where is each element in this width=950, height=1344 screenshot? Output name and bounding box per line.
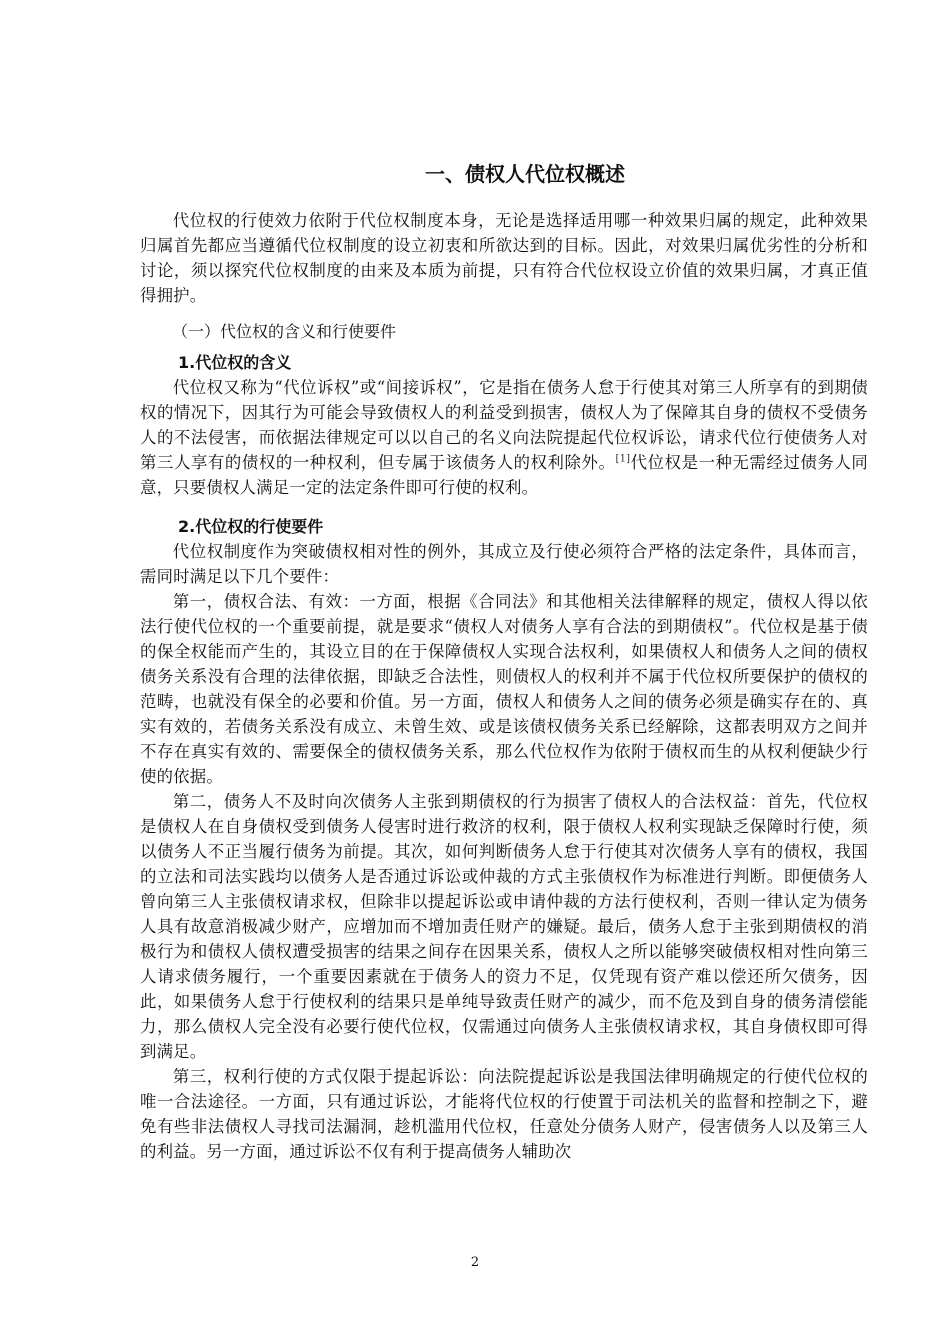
- subsection-1-text-part1: 代位权又称为“代位诉权”或“间接诉权”，它是指在债务人怠于行使其对第三人所享有的到期债权的情况下，因其行为可能会导致债权人的利益受到损害，债权人为了保障其自身的债权不受债务人的不法侵害，而依据法律规定可以以自己的名义向法院提起代位权诉讼，请求代位行使债务人对第三人享有的债权的一种权利，但专属于该债务人的权利除外。: [140, 378, 868, 472]
- page-title: 一、债权人代位权概述: [425, 162, 625, 186]
- document-body: [140, 158, 868, 1164]
- subsection-2-paragraph-2: 第一，债权合法、有效：一方面，根据《合同法》和其他相关法律解释的规定，债权人得以依法行使代位权的一个重要前提，就是要求“债权人对债务人享有合法的到期债权”。代位权是基于债的保全权能而产生的，其设立目的在于保障债权人实现合法权利，如果债权人和债务人之间的债权债务关系没有合理的法律依据，即缺乏合法性，则债权人的权利并不属于代位权所要保护的债权的范畴，也就没有保全的必要和价值。另一方面，债权人和债务人之间的债务必须是确实存在的、真实有效的，若债务关系没有成立、未曾生效、或是该债权债务关系已经解除，这都表明双方之间并不存在真实有效的、需要保全的债权债务关系，那么代位权作为依附于债权而生的从权利便缺少行使的依据。: [140, 592, 868, 786]
- intro-paragraph: 代位权的行使效力依附于代位权制度本身，无论是选择适用哪一种效果归属的规定，此种效果归属首先都应当遵循代位权制度的设立初衷和所欲达到的目标。因此，对效果归属优劣性的分析和讨论，须以探究代位权制度的由来及本质为前提，只有符合代位权设立价值的效果归属，才真正值得拥护。: [140, 211, 868, 305]
- subsection-1-heading: 1.代位权的含义: [178, 353, 292, 372]
- subsection-2-paragraph-3: 第二，债务人不及时向次债务人主张到期债权的行为损害了债权人的合法权益：首先，代位权是债权人在自身债权受到债务人侵害时进行救济的权利，限于债权人权利实现缺乏保障时行使，须以债务人不正当履行债务为前提。其次，如何判断债务人怠于行使其对次债务人享有的债权，我国的立法和司法实践均以债务人是否通过诉讼或仲裁的方式主张债权作为标准进行判断。即便债务人曾向第三人主张债权请求权，但除非以提起诉讼或申请仲裁的方法行使权利，否则一律认定为债务人具有故意消极减少财产，应增加而不增加责任财产的嫌疑。最后，债务人怠于主张到期债权的消极行为和债权人债权遭受损害的结果之间存在因果关系，债权人之所以能够突破债权相对性向第三人请求债务履行，一个重要因素就在于债务人的资力不足，仅凭现有资产难以偿还所欠债务，因此，如果债务人怠于行使权利的结果只是单纯导致责任财产的减少，而不危及到自身的债务清偿能力，那么债权人完全没有必要行使代位权，仅需通过向债务人主张债权请求权，其自身债权即可得到满足。: [140, 792, 868, 1061]
- subsection-1-paragraph: [140, 375, 868, 500]
- subsection-1-text-part2: 代位权是一种无需经过债务人同意，只要债权人满足一定的法定条件即可行使的权利。: [140, 453, 868, 497]
- subsection-2-heading: 2.代位权的行使要件: [178, 517, 324, 536]
- subsection-2-paragraph-4: 第三，权利行使的方式仅限于提起诉讼：向法院提起诉讼是我国法律明确规定的行使代位权的唯一合法途径。一方面，只有通过诉讼，才能将代位权的行使置于司法机关的监督和控制之下，避免有些非法债权人寻找司法漏洞，趁机滥用代位权，任意处分债务人财产，侵害债务人以及第三人的利益。另一方面，通过诉讼不仅有利于提高债务人辅助次: [140, 1067, 868, 1161]
- footnote-marker[interactable]: [1]: [615, 453, 631, 465]
- section-heading: （一）代位权的含义和行使要件: [172, 322, 397, 341]
- page-number: 2: [470, 1255, 480, 1270]
- subsection-2-paragraph-1: 代位权制度作为突破债权相对性的例外，其成立及行使必须符合严格的法定条件，具体而言，需同时满足以下几个要件：: [140, 542, 868, 586]
